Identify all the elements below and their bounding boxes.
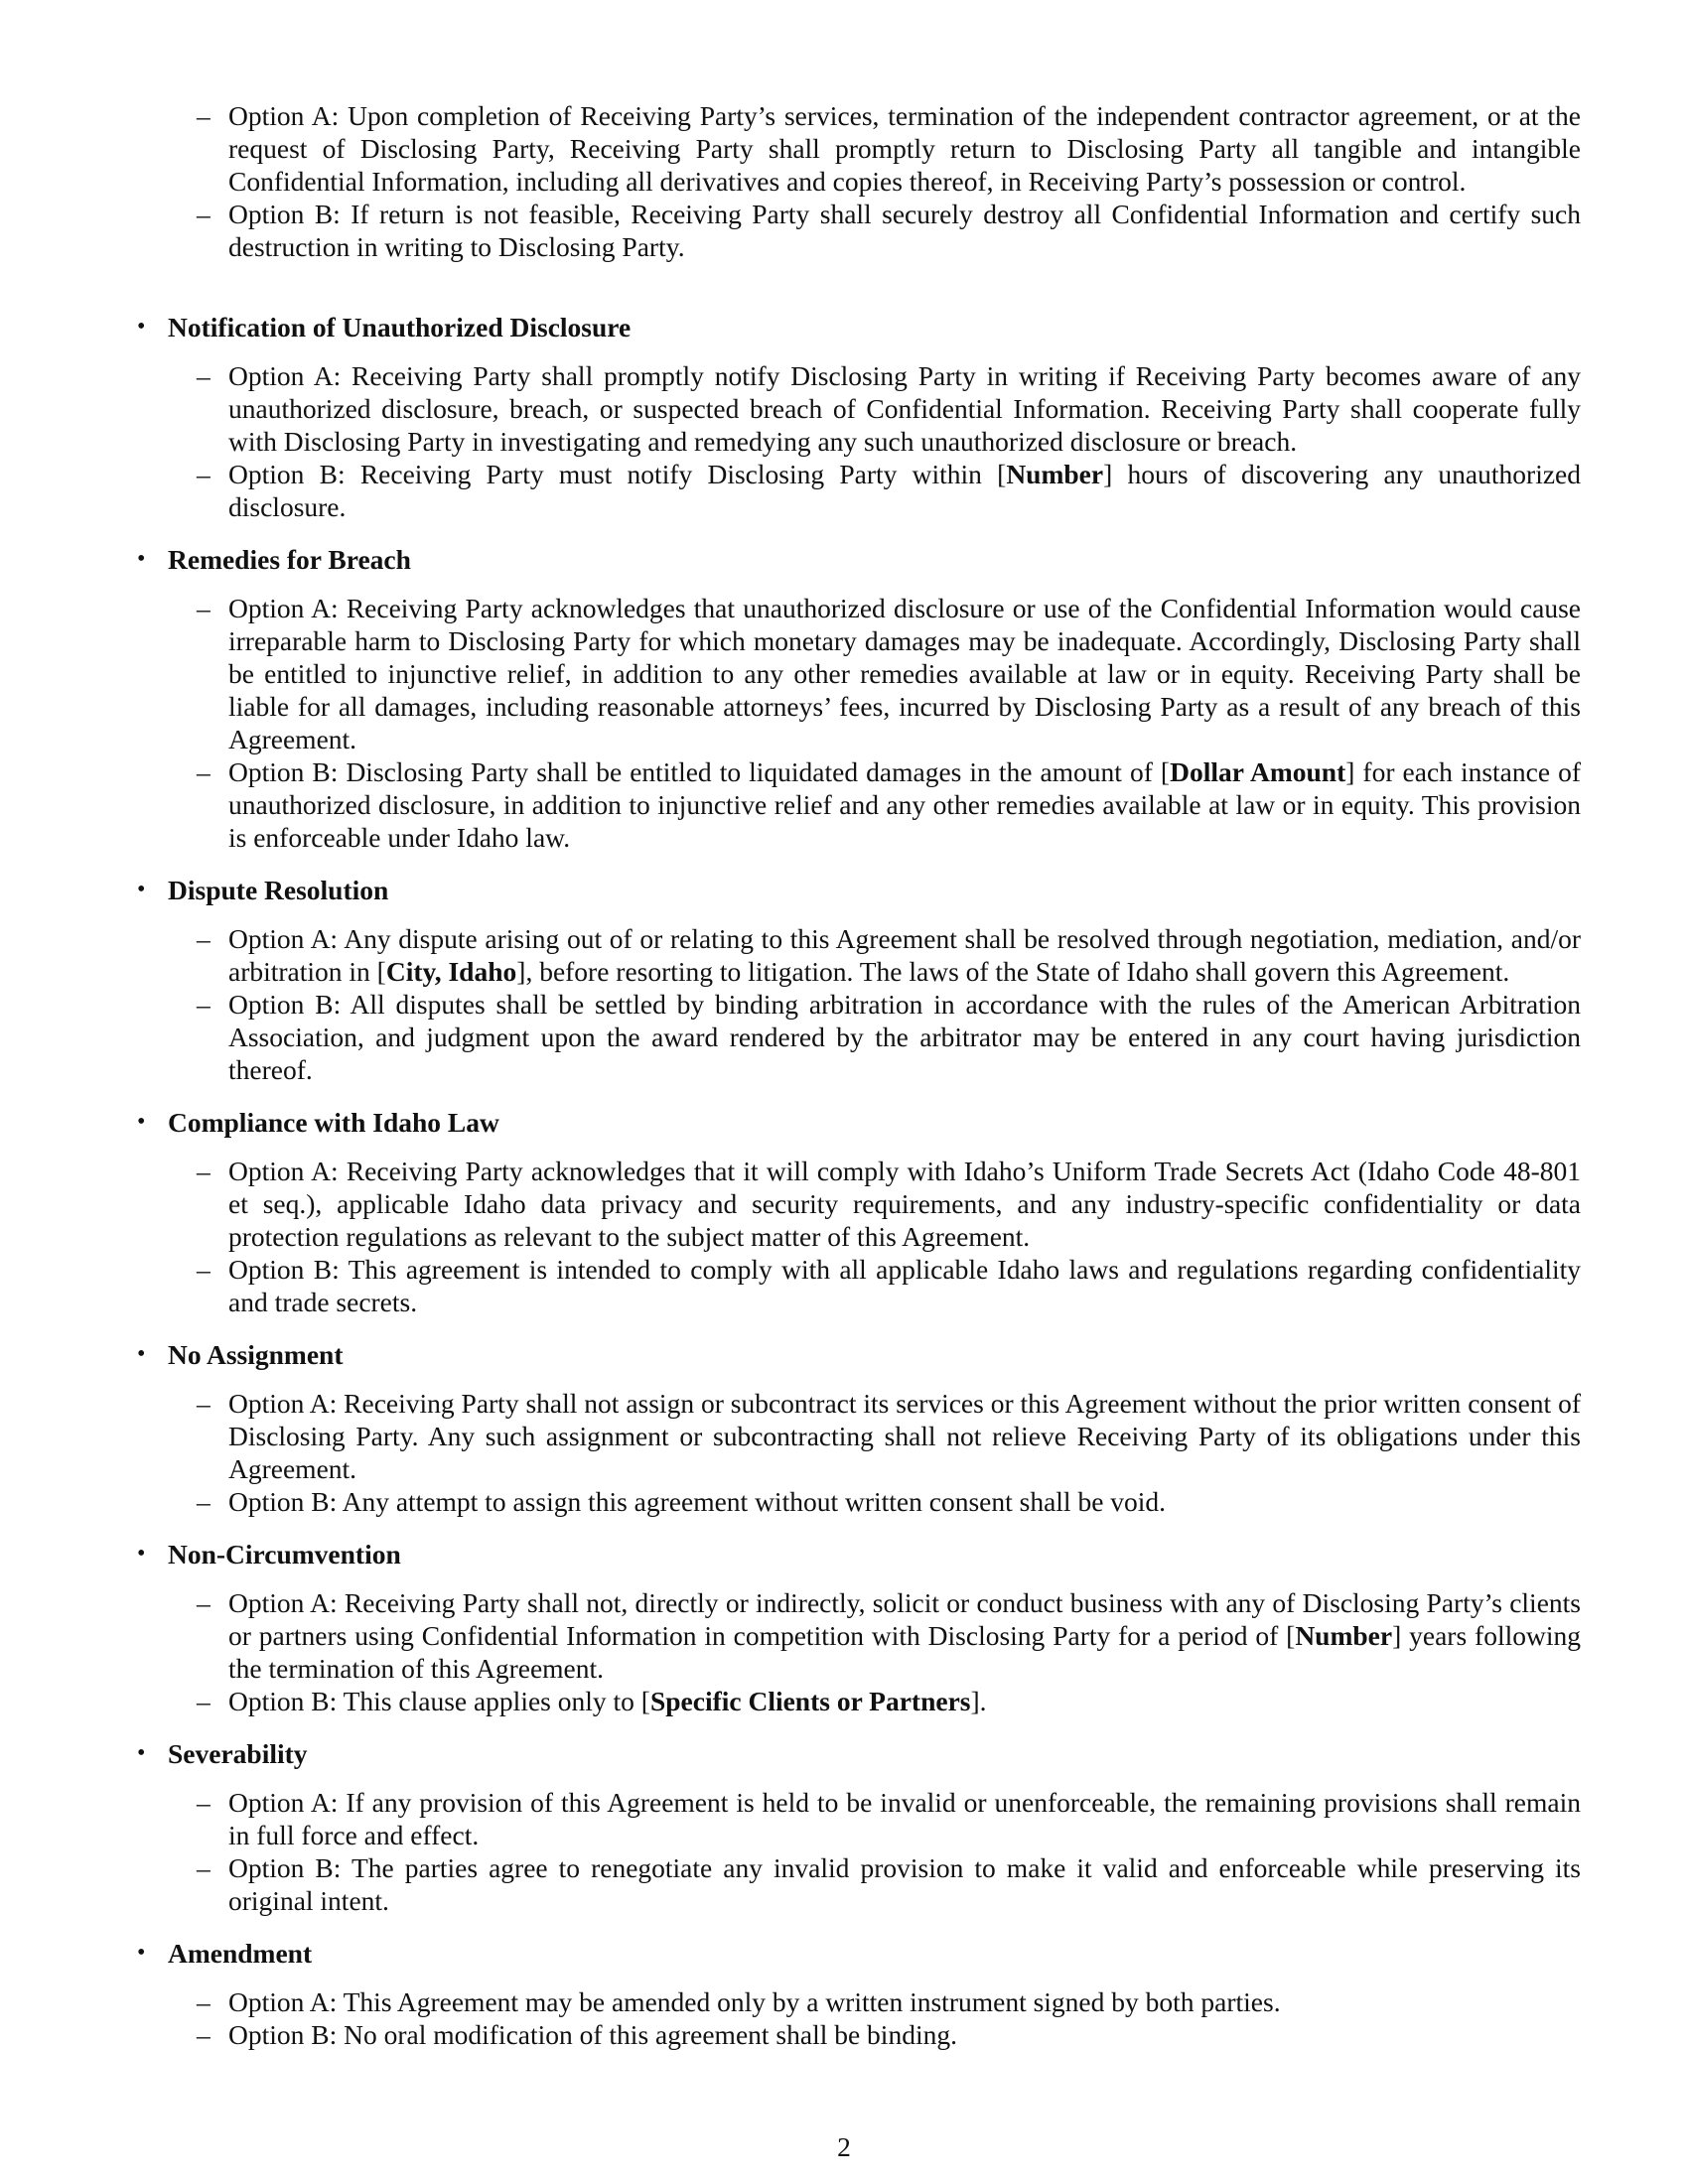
dash-marker: – (197, 756, 211, 787)
clause-heading-text: Notification of Unauthorized Disclosure (168, 312, 632, 342)
option-item (0, 1387, 1688, 1485)
bullet-marker: • (137, 1740, 146, 1766)
option-item (0, 1253, 1688, 1318)
dash-marker: – (197, 2019, 211, 2050)
option-text: Option B: The parties agree to renegotiate any invalid provision to make it valid and enforceable while preserving its original intent. (228, 1852, 1581, 1916)
clause-heading-text: Non-Circumvention (168, 1539, 401, 1570)
option-text: Option B: Disclosing Party shall be entitled to liquidated damages in the amount of [ (228, 756, 1171, 787)
option-text: Option A: This Agreement may be amended only by a written instrument signed by both parties. (228, 1986, 1281, 2017)
option-text: Option A: Any dispute arising out of or relating to this Agreement shall be resolved through negotiation, mediation, and/or arbitration in [ (228, 923, 1581, 987)
clause-list (0, 311, 1688, 2051)
option-item (0, 592, 1688, 755)
option-item (0, 2018, 1688, 2051)
option-text: Option B: All disputes shall be settled by binding arbitration in accordance with the rules of the American Arbitration Association, and judgment upon the award rendered by the arbitrator may be entered in any court having jurisdiction thereof. (228, 989, 1581, 1085)
option-item (0, 1155, 1688, 1253)
placeholder-field: City, Idaho (385, 956, 517, 987)
clause-heading (0, 1338, 1688, 1371)
clause-heading-text: No Assignment (168, 1339, 344, 1370)
bullet-marker: • (137, 1109, 146, 1135)
option-item (0, 755, 1688, 854)
bullet-marker: • (137, 1541, 146, 1567)
clause-section (0, 1937, 1688, 2051)
clause-heading (0, 1106, 1688, 1139)
dash-marker: – (197, 1486, 211, 1517)
clause-heading-text: Amendment (168, 1938, 313, 1969)
option-item (0, 988, 1688, 1086)
clause-section (0, 1737, 1688, 1917)
clause-section (0, 874, 1688, 1086)
option-text: Option B: This clause applies only to [ (228, 1686, 650, 1716)
bullet-marker: • (137, 1940, 146, 1966)
clause-heading (0, 311, 1688, 343)
clause-heading (0, 874, 1688, 906)
clause-section (0, 1106, 1688, 1318)
option-text-after: ] hours of discovering any unauthorized disclosure. (228, 459, 1581, 522)
option-item (0, 1786, 1688, 1851)
placeholder-field: Number (1295, 1620, 1393, 1651)
clause-section (0, 1338, 1688, 1518)
clause-heading (0, 543, 1688, 576)
option-text: Option A: Receiving Party acknowledges that it will comply with Idaho’s Uniform Trade Secrets Act (Idaho Code 48-801 et seq.), applicable Idaho data privacy and security requirements, and any industry-specific confidentiality or data protection regulations as relevant to the subject matter of this Agreement. (228, 1156, 1581, 1252)
option-text: Option B: This agreement is intended to comply with all applicable Idaho laws and regulations regarding confidentiality and trade secrets. (228, 1254, 1581, 1317)
placeholder-field: Specific Clients or Partners (649, 1686, 971, 1716)
clause-section (0, 543, 1688, 854)
dash-marker: – (197, 1388, 211, 1419)
clause-heading (0, 1737, 1688, 1770)
clause-section (0, 1538, 1688, 1717)
option-text: Option B: If return is not feasible, Receiving Party shall securely destroy all Confidential Information and certify such destruction in writing to Disclosing Party. (228, 199, 1581, 262)
option-text: Option A: If any provision of this Agreement is held to be invalid or unenforceable, the remaining provisions shall remain in full force and effect. (228, 1787, 1581, 1850)
option-text-after: ], before resorting to litigation. The laws of the State of Idaho shall govern this Agreement. (516, 956, 1510, 987)
dash-marker: – (197, 1852, 211, 1883)
option-item (0, 1485, 1688, 1518)
dash-marker: – (197, 199, 211, 229)
dash-marker: – (197, 459, 211, 489)
option-item (0, 359, 1688, 458)
option-item (0, 1586, 1688, 1685)
option-text-after: ] for each instance of unauthorized disclosure, in addition to injunctive relief and any other remedies available at law or in equity. This provision is enforceable under Idaho law. (228, 756, 1581, 853)
option-item (0, 1851, 1688, 1917)
option-item (0, 198, 1688, 263)
dash-marker: – (197, 1587, 211, 1618)
clause-heading-text: Compliance with Idaho Law (168, 1107, 499, 1138)
clause-heading-text: Dispute Resolution (168, 875, 389, 905)
dash-marker: – (197, 1986, 211, 2017)
dash-marker: – (197, 923, 211, 954)
placeholder-field: Number (1006, 459, 1104, 489)
clause-section (0, 311, 1688, 523)
lead-options (0, 99, 1688, 263)
placeholder-field: Dollar Amount (1170, 756, 1346, 787)
option-text: Option B: No oral modification of this agreement shall be binding. (228, 2019, 957, 2050)
bullet-marker: • (137, 1341, 146, 1367)
option-text: Option A: Receiving Party shall not, directly or indirectly, solicit or conduct business with any of Disclosing Party’s clients or partners using Confidential Information in competition with Disclosing Party for a period of [ (228, 1587, 1581, 1651)
option-item (0, 922, 1688, 988)
option-item (0, 1685, 1688, 1717)
clause-heading (0, 1538, 1688, 1570)
option-text-after: ] years following the termination of this Agreement. (228, 1620, 1581, 1684)
option-text: Option B: Receiving Party must notify Disclosing Party within [ (228, 459, 1007, 489)
dash-marker: – (197, 1254, 211, 1285)
option-item (0, 458, 1688, 523)
dash-marker: – (197, 1686, 211, 1716)
option-text: Option B: Any attempt to assign this agreement without written consent shall be void. (228, 1486, 1167, 1517)
option-text: Option A: Receiving Party acknowledges that unauthorized disclosure or use of the Confidential Information would cause irreparable harm to Disclosing Party for which monetary damages may be inadequate. Accordingly, Disclosing Party shall be entitled to injunctive relief, in addition to any other remedies available at law or in equity. Receiving Party shall be liable for all damages, including reasonable attorneys’ fees, incurred by Disclosing Party as a result of any breach of this Agreement. (228, 593, 1581, 754)
option-text: Option A: Upon completion of Receiving Party’s services, termination of the independent contractor agreement, or at the request of Disclosing Party, Receiving Party shall promptly return to Disclosing Party all tangible and intangible Confidential Information, including all derivatives and copies thereof, in Receiving Party’s possession or control. (228, 100, 1581, 197)
dash-marker: – (197, 1156, 211, 1186)
option-text: Option A: Receiving Party shall promptly notify Disclosing Party in writing if Receiving Party becomes aware of any unauthorized disclosure, breach, or suspected breach of Confidential Information. Receiving Party shall cooperate fully with Disclosing Party in investigating and remedying any such unauthorized disclosure or breach. (228, 360, 1581, 457)
clause-heading-text: Remedies for Breach (168, 544, 411, 575)
dash-marker: – (197, 593, 211, 623)
dash-marker: – (197, 100, 211, 131)
bullet-marker: • (137, 314, 146, 340)
dash-marker: – (197, 1787, 211, 1818)
option-text-after: ]. (970, 1686, 987, 1716)
option-item (0, 1985, 1688, 2018)
page-number: 2 (837, 2131, 851, 2162)
option-item (0, 99, 1688, 198)
clause-heading (0, 1937, 1688, 1970)
dash-marker: – (197, 989, 211, 1020)
clause-heading-text: Severability (168, 1738, 308, 1769)
bullet-marker: • (137, 877, 146, 902)
bullet-marker: • (137, 546, 146, 572)
dash-marker: – (197, 360, 211, 391)
option-text: Option A: Receiving Party shall not assign or subcontract its services or this Agreement without the prior written consent of Disclosing Party. Any such assignment or subcontracting shall not relieve Receiving Party of its obligations under this Agreement. (228, 1388, 1581, 1484)
